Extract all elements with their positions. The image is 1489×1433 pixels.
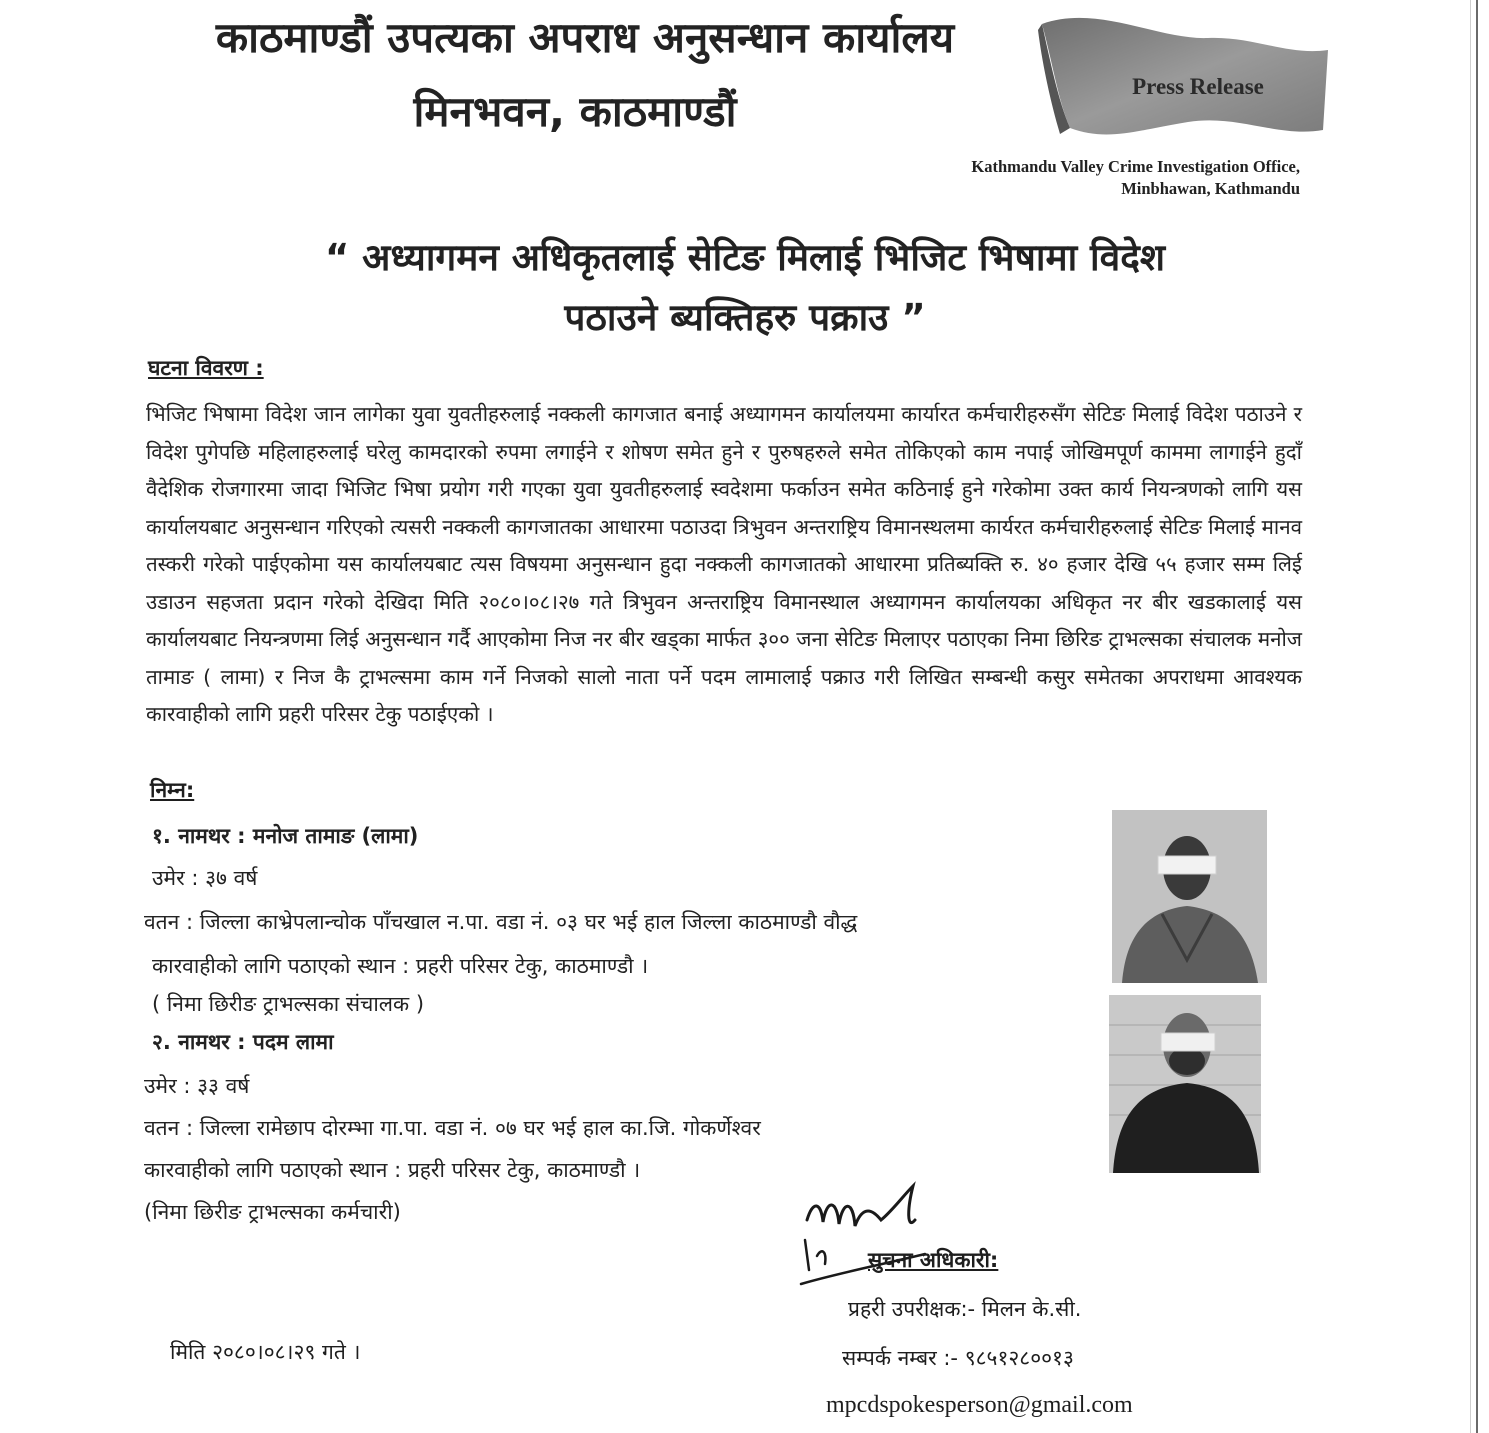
suspect-2-photo [1109,995,1261,1173]
page-edge [1476,0,1478,1433]
office-name-english [900,156,1300,200]
suspect-1-name: १. नामथर : मनोज तामाङ (लामा) [152,824,419,848]
suspect-1-sent-to: कारवाहीको लागि पठाएको स्थान : प्रहरी परिसर टेकु, काठमाण्डौ । [152,954,649,978]
suspect-2-age: उमेर : ३३ वर्ष [144,1074,250,1098]
release-date: मिति २०८०।०८।२९ गते । [170,1340,361,1364]
office-location-nepali: मिनभवन, काठमाण्डौं [413,87,737,136]
suspect-2-name: २. नामथर : पदम लामा [152,1030,334,1054]
suspect-2-sent-to: कारवाहीको लागि पठाएको स्थान : प्रहरी परिसर टेकु, काठमाण्डौ । [144,1158,641,1182]
info-officer-label: सुचना अधिकारी: [868,1248,999,1272]
incident-body: भिजिट भिषामा विदेश जान लागेका युवा युवतीहरुलाई नक्कली कागजात बनाई अध्यागमन कार्यालयमा कार्यारत कर्मचारीहरुसँग सेटिङ मिलाई विदेश पठाउने र विदेश पुगेपछि महिलाहरुलाई घरेलु कामदारको रुपमा लगाईने र शोषण समेत हुने र पुरुषहरुले समेत तोकिएको काम नपाई जोखिमपूर्ण काममा लागाईने हुदाँ वैदेशिक रोजगारमा जादा भिजिट भिषा प्रयोग गरी गएका युवा युवतीहरुलाई स्वदेशमा फर्काउन समेत कठिनाई हुने गरेकोमा उक्त कार्य नियन्त्रणको लागि यस कार्यालयबाट अनुसन्धान गरिएको त्यसरी नक्कली कागजातका आधारमा पठाउदा त्रिभुवन अन्तराष्ट्रिय विमानस्थलमा कार्यरत कर्मचारीहरुलाई सेटिङ मिलाई मानव तस्करी गरेको पाईएकोमा यस कार्यालयबाट त्यस विषयमा अनुसन्धान हुदा नक्कली कागजातको आधारमा प्रतिब्यक्ति रु. ४० हजार देखि ५५ हजार सम्म लिई उडाउन सहजता प्रदान गरेको देखिदा मिति २०८०।०८।२७ गते त्रिभुवन अन्तराष्ट्रिय विमानस्थाल अध्यागमन कार्यालयका अधिकृत नर बीर खडकालाई यस कार्यालयबाट नियन्त्रणमा लिई अनुसन्धान गर्दै आएकोमा निज नर बीर खड्का मार्फत ३०० जना सेटिङ मिलाएर पठाएका निमा छिरिङ ट्राभल्सका संचालक मनोज तामाङ ( लामा) र निज कै ट्राभल्समा काम गर्ने निजको सालो नाता पर्ने पदम लामालाई पक्राउ गरी लिखित सम्बन्धी कसुर समेतका अपराधमा आवश्यक कारवाहीको लागि प्रहरी परिसर टेकु पठाईएको । [146,402,1302,726]
headline-line2: पठाउने ब्यक्तिहरु पक्राउ ” [564,296,926,339]
officer-name: प्रहरी उपरीक्षक:- मिलन के.सी. [848,1297,1082,1321]
headline-line1: “ अध्यागमन अधिकृतलाई सेटिङ मिलाई भिजिट भिषामा विदेश [324,236,1166,279]
incident-heading: घटना विवरण : [148,356,264,380]
suspect-1-photo [1112,810,1267,983]
contact-number: सम्पर्क नम्बर :- ९८५१२८००१३ [842,1346,1074,1370]
press-release-label: Press Release [1132,74,1264,99]
headline [190,228,1300,348]
contact-email: mpcdspokesperson@gmail.com [826,1392,1133,1418]
office-name-nepali: काठमाण्डौं उपत्यका अपराध अनुसन्धान कार्यालय [215,13,955,62]
suspect-1-role: ( निमा छिरीङ ट्राभल्सका संचालक ) [152,992,425,1016]
office-name-english-line2: Minbhawan, Kathmandu [1121,179,1300,198]
suspect-1-address: वतन : जिल्ला काभ्रेपलान्चोक पाँचखाल न.पा. वडा नं. ०३ घर भई हाल जिल्ला काठमाण्डौ वौद्ध [144,910,858,934]
office-name-english-line1: Kathmandu Valley Crime Investigation Office, [971,157,1300,176]
page-edge-shadow [1470,0,1471,1433]
suspect-2-address: वतन : जिल्ला रामेछाप दोरम्भा गा.पा. वडा नं. ०७ घर भई हाल का.जि. गोकर्णेश्वर [144,1116,761,1140]
suspect-1-age: उमेर : ३७ वर्ष [152,866,258,890]
suspect-2-role: (निमा छिरीङ ट्राभल्सका कर्मचारी) [144,1200,401,1224]
suspects-heading: निम्न: [150,778,195,802]
